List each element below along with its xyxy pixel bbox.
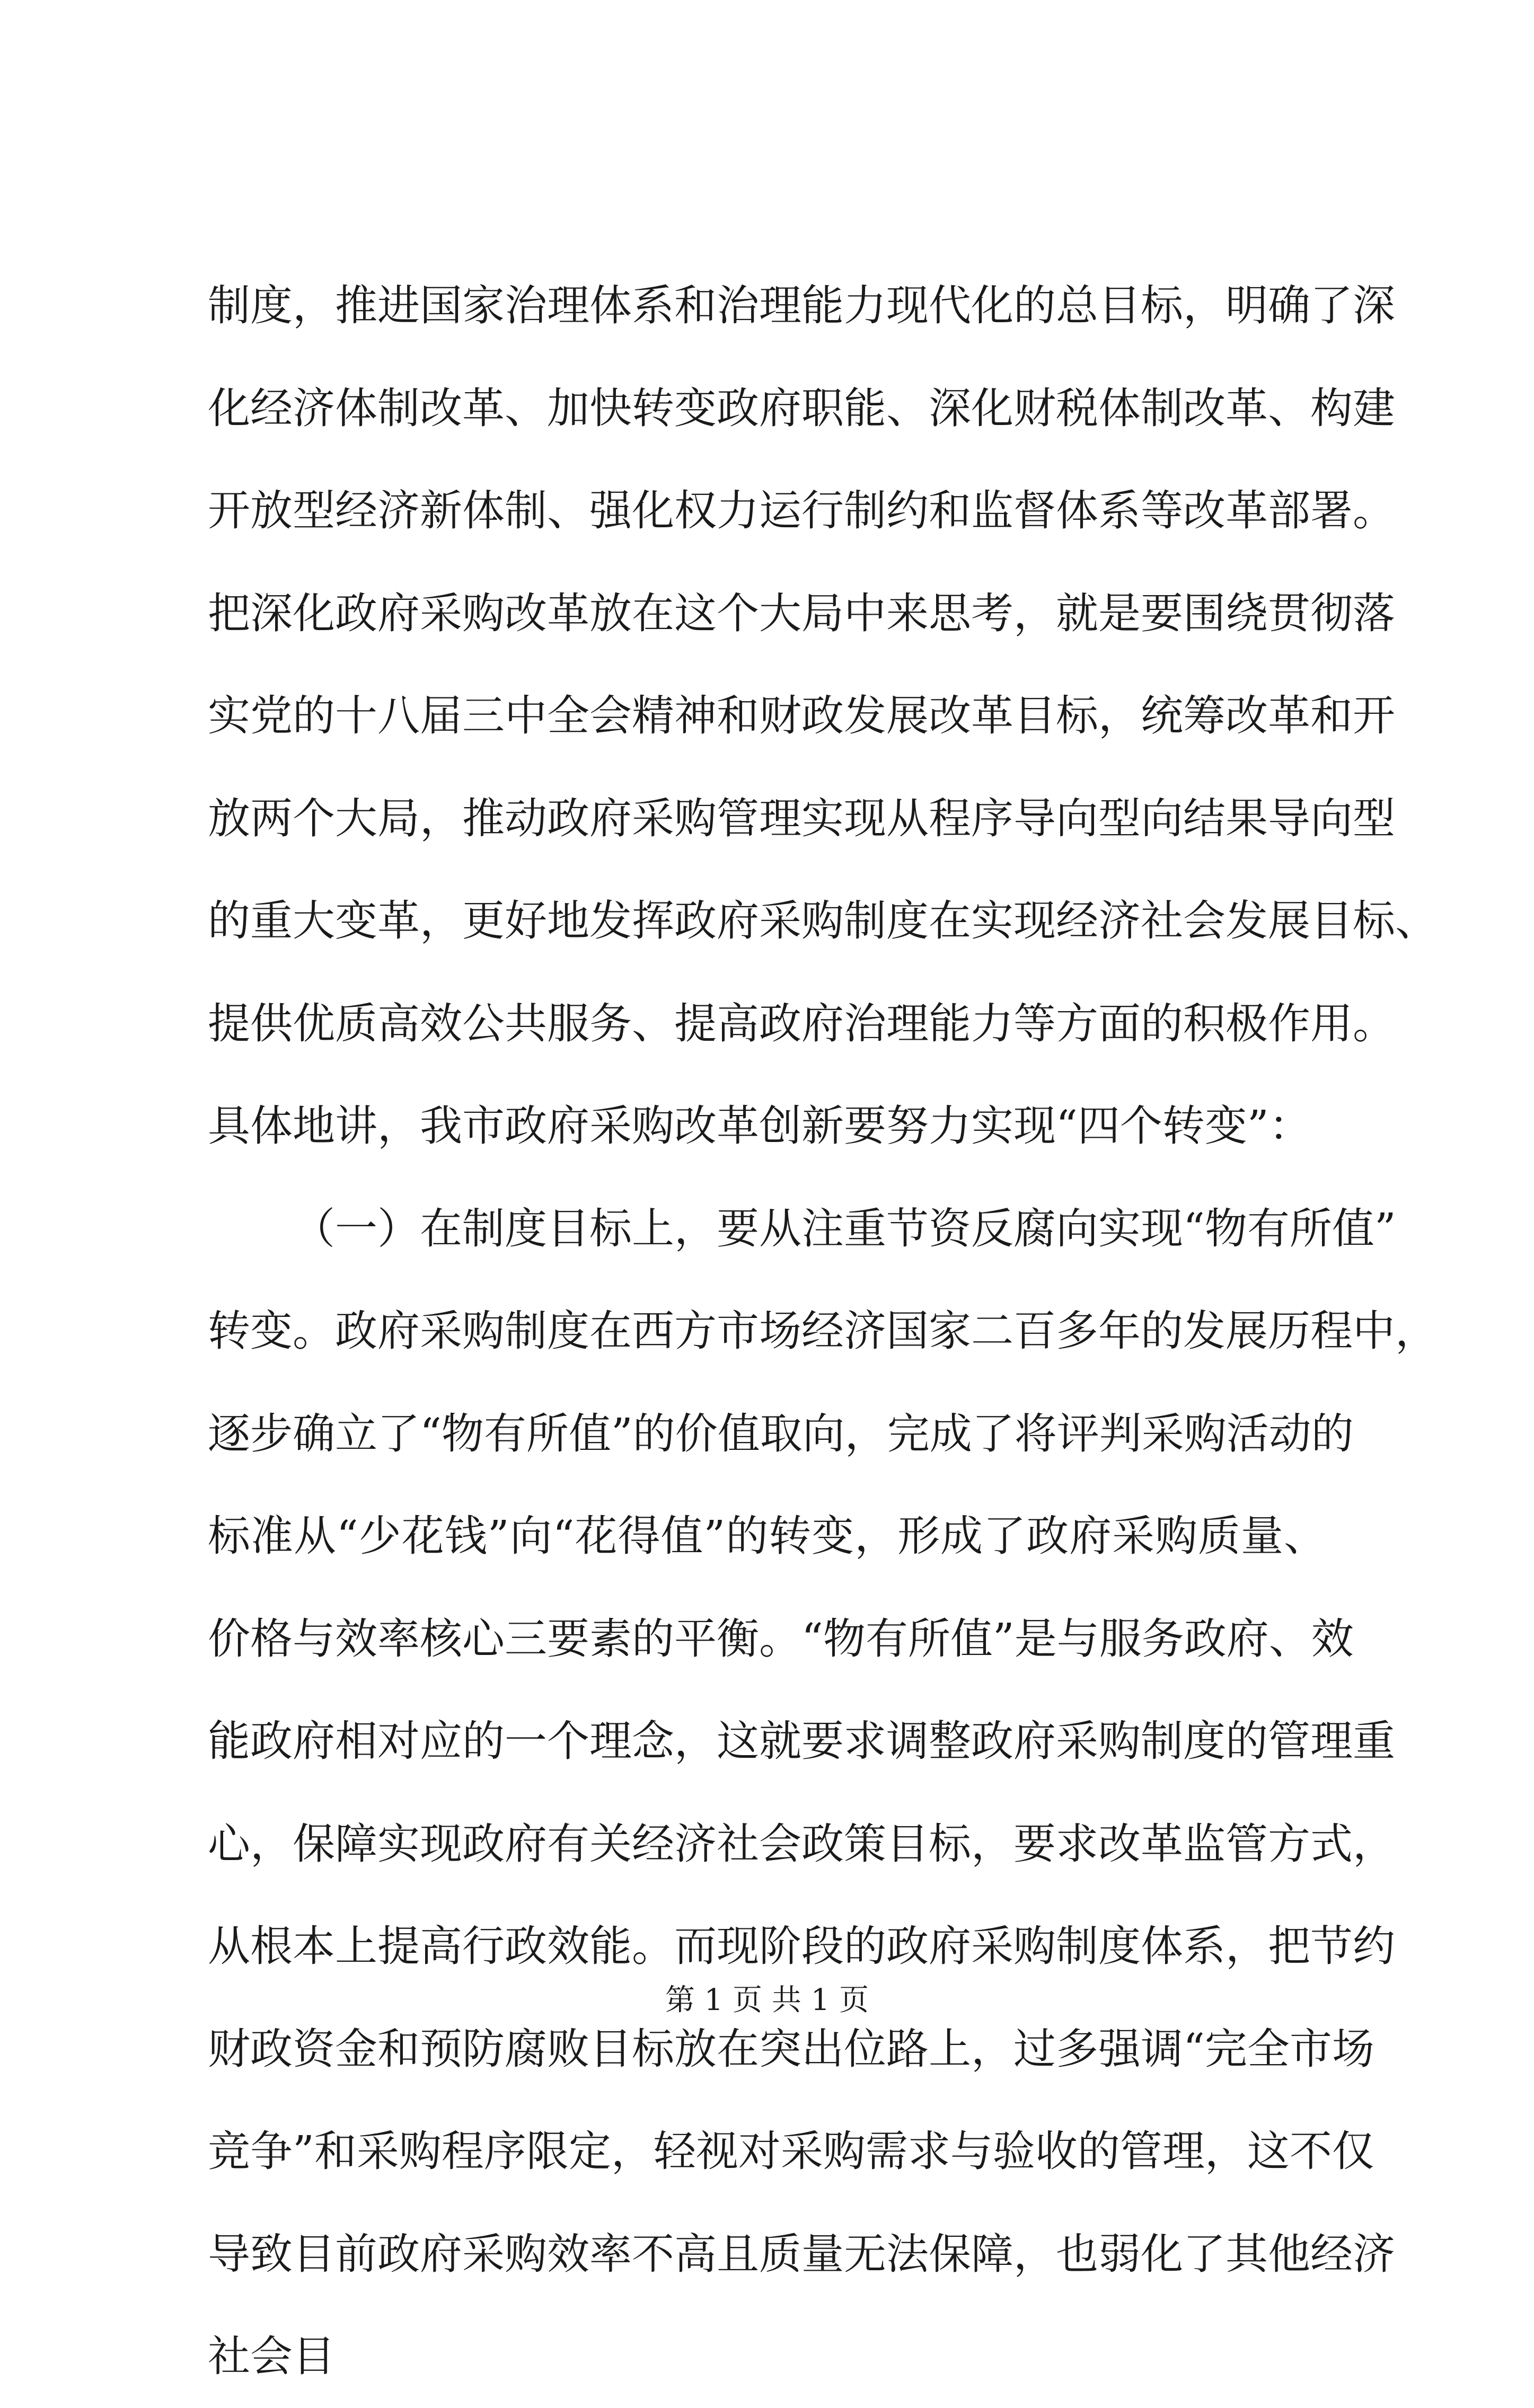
text-line: 标准从“少花钱”向“花得值”的转变，形成了政府采购质量、 [208, 1511, 1326, 1561]
text-line: 的重大变革，更好地发挥政府采购制度在实现经济社会发展目标、 [208, 896, 1438, 945]
text-line: 制度，推进国家治理体系和治理能力现代化的总目标，明确了深 [208, 281, 1395, 330]
document-body [208, 254, 1438, 2408]
text-line: 从根本上提高行政效能。而现阶段的政府采购制度体系，把节约 [208, 1922, 1395, 1971]
text-line: 开放型经济新体制、强化权力运行制约和监督体系等改革部署。 [208, 486, 1395, 535]
text-line: 价格与效率核心三要素的平衡。“物有所值”是与服务政府、效 [208, 1614, 1354, 1663]
text-line: 能政府相对应的一个理念，这就要求调整政府采购制度的管理重 [208, 1716, 1395, 1766]
text-line: 心，保障实现政府有关经济社会政策目标，要求改革监管方式， [208, 1819, 1395, 1869]
text-line: 具体地讲，我市政府采购改革创新要努力实现“四个转变”： [208, 1101, 1311, 1150]
text-line: 社会目 [208, 2332, 335, 2381]
text-line: 财政资金和预防腐败目标放在突出位路上，过多强调“完全市场 [208, 2024, 1374, 2074]
text-line: 导致目前政府采购效率不高且质量无法保障，也弱化了其他经济 [208, 2229, 1395, 2279]
text-line: 把深化政府采购改革放在这个大局中来思考，就是要围绕贯彻落 [208, 588, 1395, 638]
text-line: 竞争”和采购程序限定，轻视对采购需求与验收的管理，这不仅 [208, 2127, 1374, 2176]
page-number-label: 第 1 页 共 1 页 [665, 1983, 869, 2017]
text-line: 逐步确立了“物有所值”的价值取向，完成了将评判采购活动的 [208, 1409, 1354, 1458]
section-heading-line: （一）在制度目标上，要从注重节资反腐向实现“物有所值” [293, 1203, 1396, 1253]
text-line: 提供优质高效公共服务、提高政府治理能力等方面的积极作用。 [208, 998, 1395, 1048]
page-footer [0, 1979, 1534, 2022]
text-line: 化经济体制改革、加快转变政府职能、深化财税体制改革、构建 [208, 383, 1395, 433]
text-line: 实党的十八届三中全会精神和财政发展改革目标，统筹改革和开 [208, 691, 1395, 740]
text-line: 放两个大局，推动政府采购管理实现从程序导向型向结果导向型 [208, 793, 1395, 843]
text-line: 转变。政府采购制度在西方市场经济国家二百多年的发展历程中， [208, 1306, 1438, 1356]
